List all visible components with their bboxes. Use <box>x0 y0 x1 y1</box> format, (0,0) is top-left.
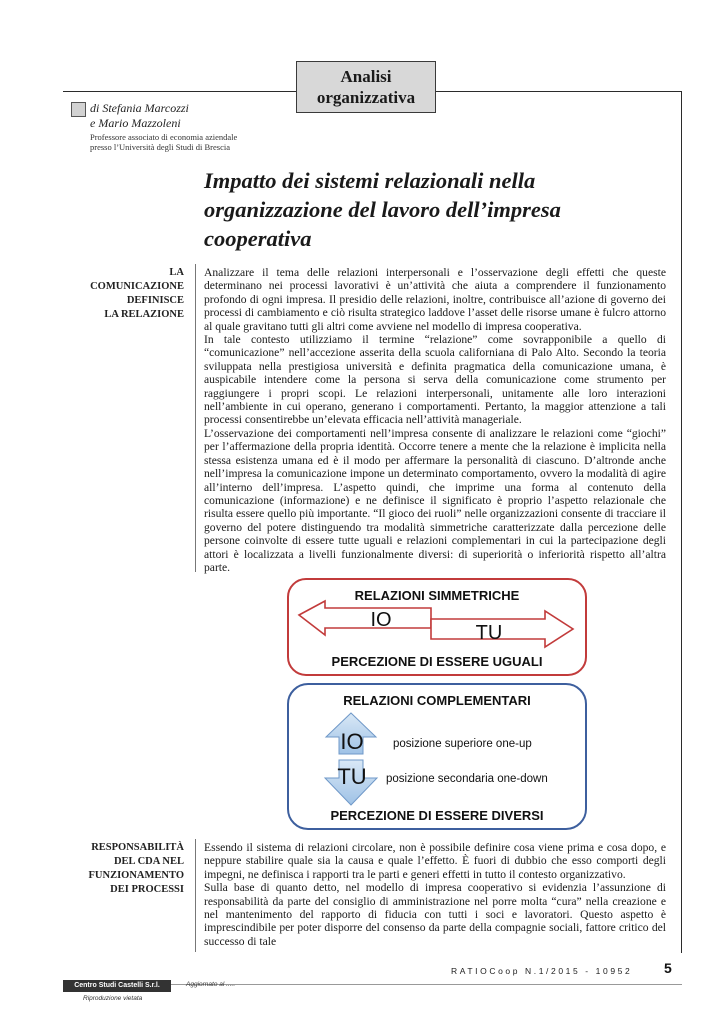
one-down-label: posizione secondaria one-down <box>386 773 548 785</box>
author-line-2: e Mario Mazzoleni <box>90 116 181 130</box>
body-text-section-2 <box>204 841 666 948</box>
affiliation-line-2: presso l’Università degli Studi di Brescia <box>90 142 230 152</box>
column-divider <box>195 264 196 572</box>
complementary-tu-label: TU <box>337 764 367 789</box>
reproduction-note: Riproduzione vietata <box>83 995 143 1002</box>
side-heading-line: FUNZIONAMENTO <box>88 870 184 881</box>
publisher-label: Centro Studi Castelli S.r.l. <box>63 980 171 992</box>
side-heading-line: RESPONSABILITÀ <box>91 842 184 853</box>
side-heading-line: LA <box>169 267 184 278</box>
title-line-1: Impatto dei sistemi relazionali nella <box>204 168 536 193</box>
author-marker <box>71 102 86 117</box>
one-up-label: posizione superiore one-up <box>393 738 532 750</box>
side-heading-line: DEI PROCESSI <box>110 884 184 895</box>
section-label-line-1: Analisi <box>340 67 392 86</box>
side-heading-communication <box>90 266 184 322</box>
side-heading-line: DEL CDA NEL <box>113 856 184 867</box>
page-number: 5 <box>664 960 672 976</box>
title-line-2: organizzazione del lavoro dell’impresa <box>204 197 561 222</box>
side-heading-line: COMUNICAZIONE <box>90 281 184 292</box>
complementary-io-label: IO <box>340 729 364 754</box>
affiliation-line-1: Professore associato di economia aziendale <box>90 132 238 142</box>
symmetric-title: RELAZIONI SIMMETRICHE <box>354 588 520 603</box>
relations-diagram <box>283 577 589 832</box>
symmetric-tu-label: TU <box>475 622 503 644</box>
symmetric-io-label: IO <box>370 609 392 631</box>
complementary-title: RELAZIONI COMPLEMENTARI <box>343 693 531 708</box>
paragraph: Sulla base di quanto detto, nel modello di impresa cooperativo si evidenzia l’assunzione di responsabilità da parte del consiglio di amministrazione nel porre molta “cura” nella creazione e nel mantenimento del rapporto di fiducia con tutti i soci e lavoratori. Questo aspetto è imprescindibile per poter disporre del consenso da parte della compagnie sociali, fattore critico del successo di tale <box>204 881 666 948</box>
updated-note: Aggiornato al ..... <box>186 981 236 988</box>
article-title <box>204 166 664 253</box>
author-affiliation <box>90 132 237 152</box>
journal-reference: RATIOCoop N.1/2015 - 10952 <box>451 966 633 976</box>
author-names <box>90 101 189 131</box>
paragraph: In tale contesto utilizziamo il termine “relazione” come sovrapponibile a quello di “comunicazione” nell’accezione asserita della scuola californiana di Palo Alto. Secondo la teoria sviluppata nella prestigiosa università e definita pragmatica della comunicazione umana, è auspicabile intendere come la persona si serva della comunicazione come strumento per raggiungere i propri scopi. Le relazioni interpersonali, unitamente alle loro interazioni nell’ambiente in cui operano, generano i comportamenti. Pertanto, la maggior attenzione a tali processi consentirebbe un’elevata efficacia nell’attività manageriale. <box>204 333 666 427</box>
paragraph: L’osservazione dei comportamenti nell’impresa consente di analizzare le relazioni come “giochi” per l’affermazione della propria identità. Occorre tenere a mente che la relazione è implicita nella stessa esistenza umana ed è il modo per affermare la personalità di ciascuno. D’altronde anche nell’impresa la comunicazione impone un determinato comportamento, ovvero la modalità di agire all’interno dell’impresa. L’aspetto quindi, che imprime una forma al contenuto della comunicazione (informazione) e ne definisce il significato è proprio l’aspetto relazionale che risulta essere quello più importante. “Il gioco dei ruoli” nelle organizzazioni consente di tracciare il governo del potere distinguendo tra modalità simmetriche caratterizzate dalla percezione delle persone coinvolte di essere tutte uguali e relazioni complementari in cui la partecipazione degli attori è localizzata a livelli funzionalmente diversi: di superiorità o inferiorità rispetto all’altra parte. <box>204 426 666 574</box>
section-label <box>296 61 436 113</box>
column-divider <box>195 839 196 952</box>
side-heading-line: LA RELAZIONE <box>104 309 184 320</box>
section-label-line-2: organizzativa <box>316 88 416 107</box>
paragraph: Analizzare il tema delle relazioni interpersonali e l’osservazione degli effetti che queste determinano nei processi lavorativi è un’attività che aiuta a comprendere il funzionamento profondo di ogni impresa. Il presidio delle relazioni, inoltre, contribuisce all’azione di governo dei processi di cambiamento e ciò risulta strategico laddove l’asset delle risorse umane è fulcro attorno al quale gravitano tutti gli altri come avviene nel modello di impresa cooperativa. <box>204 266 666 333</box>
title-line-3: cooperativa <box>204 226 312 251</box>
side-heading-line: DEFINISCE <box>126 295 184 306</box>
complementary-caption: PERCEZIONE DI ESSERE DIVERSI <box>330 808 544 823</box>
author-line-1: di Stefania Marcozzi <box>90 101 189 115</box>
side-heading-responsibility <box>89 841 184 897</box>
paragraph: Essendo il sistema di relazioni circolare, non è possibile definire cosa viene prima e cosa dopo, e neppure stabilire quale sia la causa e quale l’effetto. È fuori di dubbio che esso comporti degli impegni, ne definisca i rapporti tra le parti e generi effetti in tutto il contesto organizzativo. <box>204 841 666 881</box>
symmetric-caption: PERCEZIONE DI ESSERE UGUALI <box>331 654 543 669</box>
body-text-section-1 <box>204 266 666 574</box>
